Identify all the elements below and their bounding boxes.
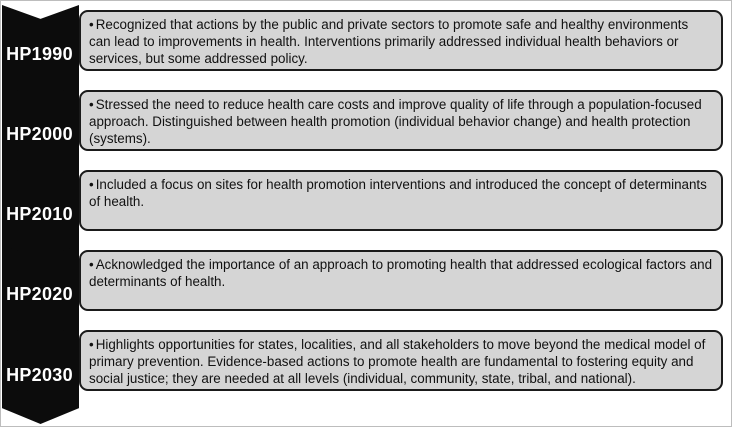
- stage-text-hp2010: Included a focus on sites for health promotion interventions and introduced the concept of determinants of health.: [89, 177, 707, 209]
- bullet-icon: •: [89, 17, 94, 32]
- bullet-icon: •: [89, 337, 94, 352]
- stage-label-hp2030: HP2030: [6, 365, 73, 385]
- stage-label-hp2010: HP2010: [6, 204, 73, 224]
- stage-description-hp2030: [79, 330, 723, 391]
- stage-text-hp2030: Highlights opportunities for states, localities, and all stakeholders to move beyond the medical model of primary prevention. Evidence-based actions to promote health are fundamental to fostering equity and social justice; they are needed at all levels (individual, community, state, tribal, and national).: [89, 337, 706, 386]
- stage-label-hp2020: HP2020: [6, 284, 73, 304]
- bullet-icon: •: [89, 97, 94, 112]
- bullet-icon: •: [89, 257, 94, 272]
- stage-label-hp1990: HP1990: [6, 44, 73, 64]
- stage-description-hp1990: [79, 10, 723, 71]
- bullet-icon: •: [89, 177, 94, 192]
- stage-text-hp2000: Stressed the need to reduce health care costs and improve quality of life through a population-focused approach. Distinguished between health promotion (individual behavior change) and health protection (systems).: [89, 97, 702, 146]
- stage-description-hp2020: [79, 250, 723, 311]
- stage-description-hp2000: [79, 90, 723, 151]
- stage-text-hp1990: Recognized that actions by the public and private sectors to promote safe and healthy environments can lead to improvements in health. Interventions primarily addressed individual health behaviors or services, but some addressed policy.: [89, 17, 689, 66]
- stage-label-hp2000: HP2000: [6, 124, 73, 144]
- stage-description-hp2010: [79, 170, 723, 231]
- stage-text-hp2020: Acknowledged the importance of an approach to promoting health that addressed ecological factors and determinants of health.: [89, 257, 713, 289]
